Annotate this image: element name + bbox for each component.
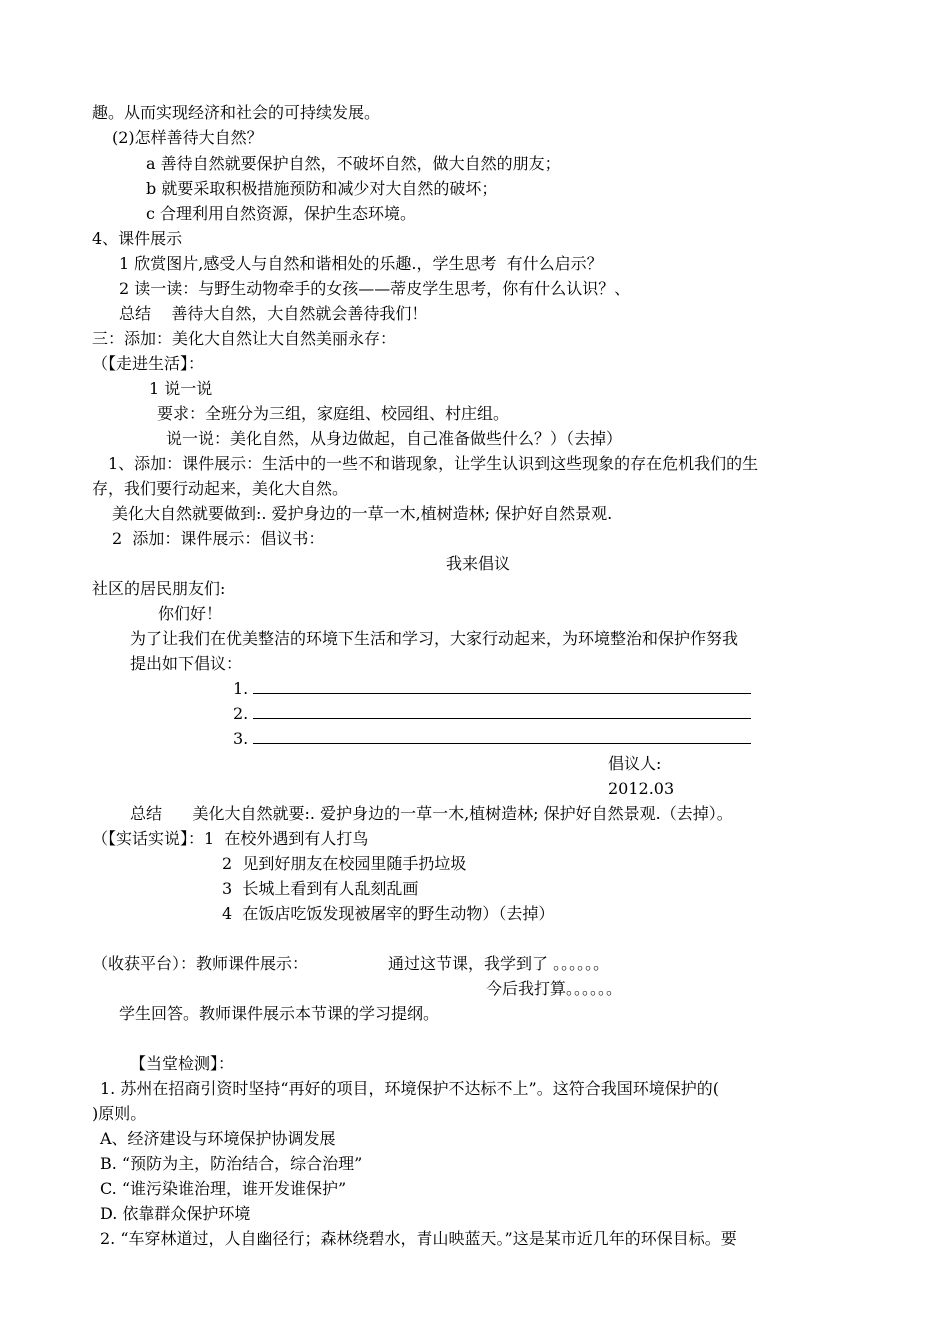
- text-line: (2)怎样善待大自然？: [112, 128, 263, 147]
- text-line: （收获平台）：教师课件展示：: [92, 954, 309, 973]
- proposal-item-number: 2.: [233, 704, 249, 723]
- text-line: a 善待自然就要保护自然，不破坏自然，做大自然的朋友；: [146, 154, 561, 173]
- proposal-blank-line: [253, 743, 751, 744]
- proposal-date: 2012.03: [608, 779, 675, 798]
- proposal-item-number: 3.: [233, 729, 249, 748]
- text-line: 通过这节课，我学到了 。。。。。。: [388, 954, 610, 973]
- question-text: 2. “车穿林道过，人自幽径行；森林绕碧水，青山映蓝天。”这是某市近几年的环保目标。要: [100, 1229, 737, 1248]
- text-line: 2 见到好朋友在校园里随手扔垃圾: [222, 854, 467, 873]
- proposer-label: 倡议人:: [608, 754, 662, 773]
- text-line: 2 添加：课件展示：倡议书：: [112, 529, 325, 548]
- answer-option-a: A、经济建设与环境保护协调发展: [100, 1129, 336, 1148]
- text-line: 提出如下倡议：: [130, 654, 243, 673]
- text-line: 说一说：美化自然，从身边做起，自己准备做些什么？）（去掉）: [166, 429, 623, 448]
- text-line: （【走进生活】：: [92, 354, 205, 373]
- text-line: 1 欣赏图片,感受人与自然和谐相处的乐趣.，学生思考 有什么启示？: [119, 254, 603, 273]
- text-line: 1、添加：课件展示：生活中的一些不和谐现象，让学生认识到这些现象的存在危机我们的生: [108, 454, 759, 473]
- text-line: 存，我们要行动起来，美化大自然。: [92, 479, 349, 498]
- proposal-title: 我来倡议: [446, 554, 511, 573]
- text-line: c 合理利用自然资源，保护生态环境。: [146, 204, 417, 223]
- proposal-blank-line: [253, 693, 751, 694]
- text-line: 1 说一说: [149, 379, 213, 398]
- text-line: 趣。从而实现经济和社会的可持续发展。: [92, 103, 381, 122]
- section-heading: 4、课件展示: [92, 229, 183, 248]
- answer-option-c: C. “谁污染谁治理，谁开发谁保护”: [100, 1179, 347, 1198]
- answer-option-b: B. “预防为主，防治结合，综合治理”: [100, 1154, 363, 1173]
- text-line: 今后我打算。。。。。。: [486, 979, 623, 998]
- text-line: 你们好！: [158, 604, 223, 623]
- answer-option-d: D. 依靠群众保护环境: [100, 1204, 251, 1223]
- text-line: 总结 美化大自然就要:. 爱护身边的一草一木,植树造林; 保护好自然景观.（去掉）。: [130, 804, 733, 823]
- text-line: 社区的居民朋友们:: [92, 579, 226, 598]
- text-line: 4 在饭店吃饭发现被屠宰的野生动物）（去掉）: [222, 904, 555, 923]
- text-line: 总结 善待大自然，大自然就会善待我们！: [119, 304, 428, 323]
- text-line: （【实话实说】：1 在校外遇到有人打鸟: [92, 829, 369, 848]
- text-line: 学生回答。教师课件展示本节课的学习提纲。: [119, 1004, 440, 1023]
- text-line: 2 读一读：与野生动物牵手的女孩——蒂皮学生思考，你有什么认识？、: [119, 279, 631, 298]
- question-text: )原则。: [92, 1104, 147, 1123]
- proposal-item-number: 1.: [233, 679, 249, 698]
- text-line: 3 长城上看到有人乱刻乱画: [222, 879, 419, 898]
- section-heading: 三：添加：美化大自然让大自然美丽永存：: [92, 329, 397, 348]
- question-text: 1. 苏州在招商引资时坚持“再好的项目，环境保护不达标不上”。这符合我国环境保护的(: [100, 1079, 719, 1098]
- text-line: 美化大自然就要做到:. 爱护身边的一草一木,植树造林; 保护好自然景观.: [112, 504, 613, 523]
- text-line: 为了让我们在优美整洁的环境下生活和学习，大家行动起来，为环境整治和保护作努我: [130, 629, 739, 648]
- text-line: b 就要采取积极措施预防和减少对大自然的破坏；: [146, 179, 498, 198]
- text-line: 要求：全班分为三组，家庭组、校园组、村庄组。: [157, 404, 510, 423]
- section-heading: 【当堂检测】：: [130, 1054, 235, 1073]
- proposal-blank-line: [253, 718, 751, 719]
